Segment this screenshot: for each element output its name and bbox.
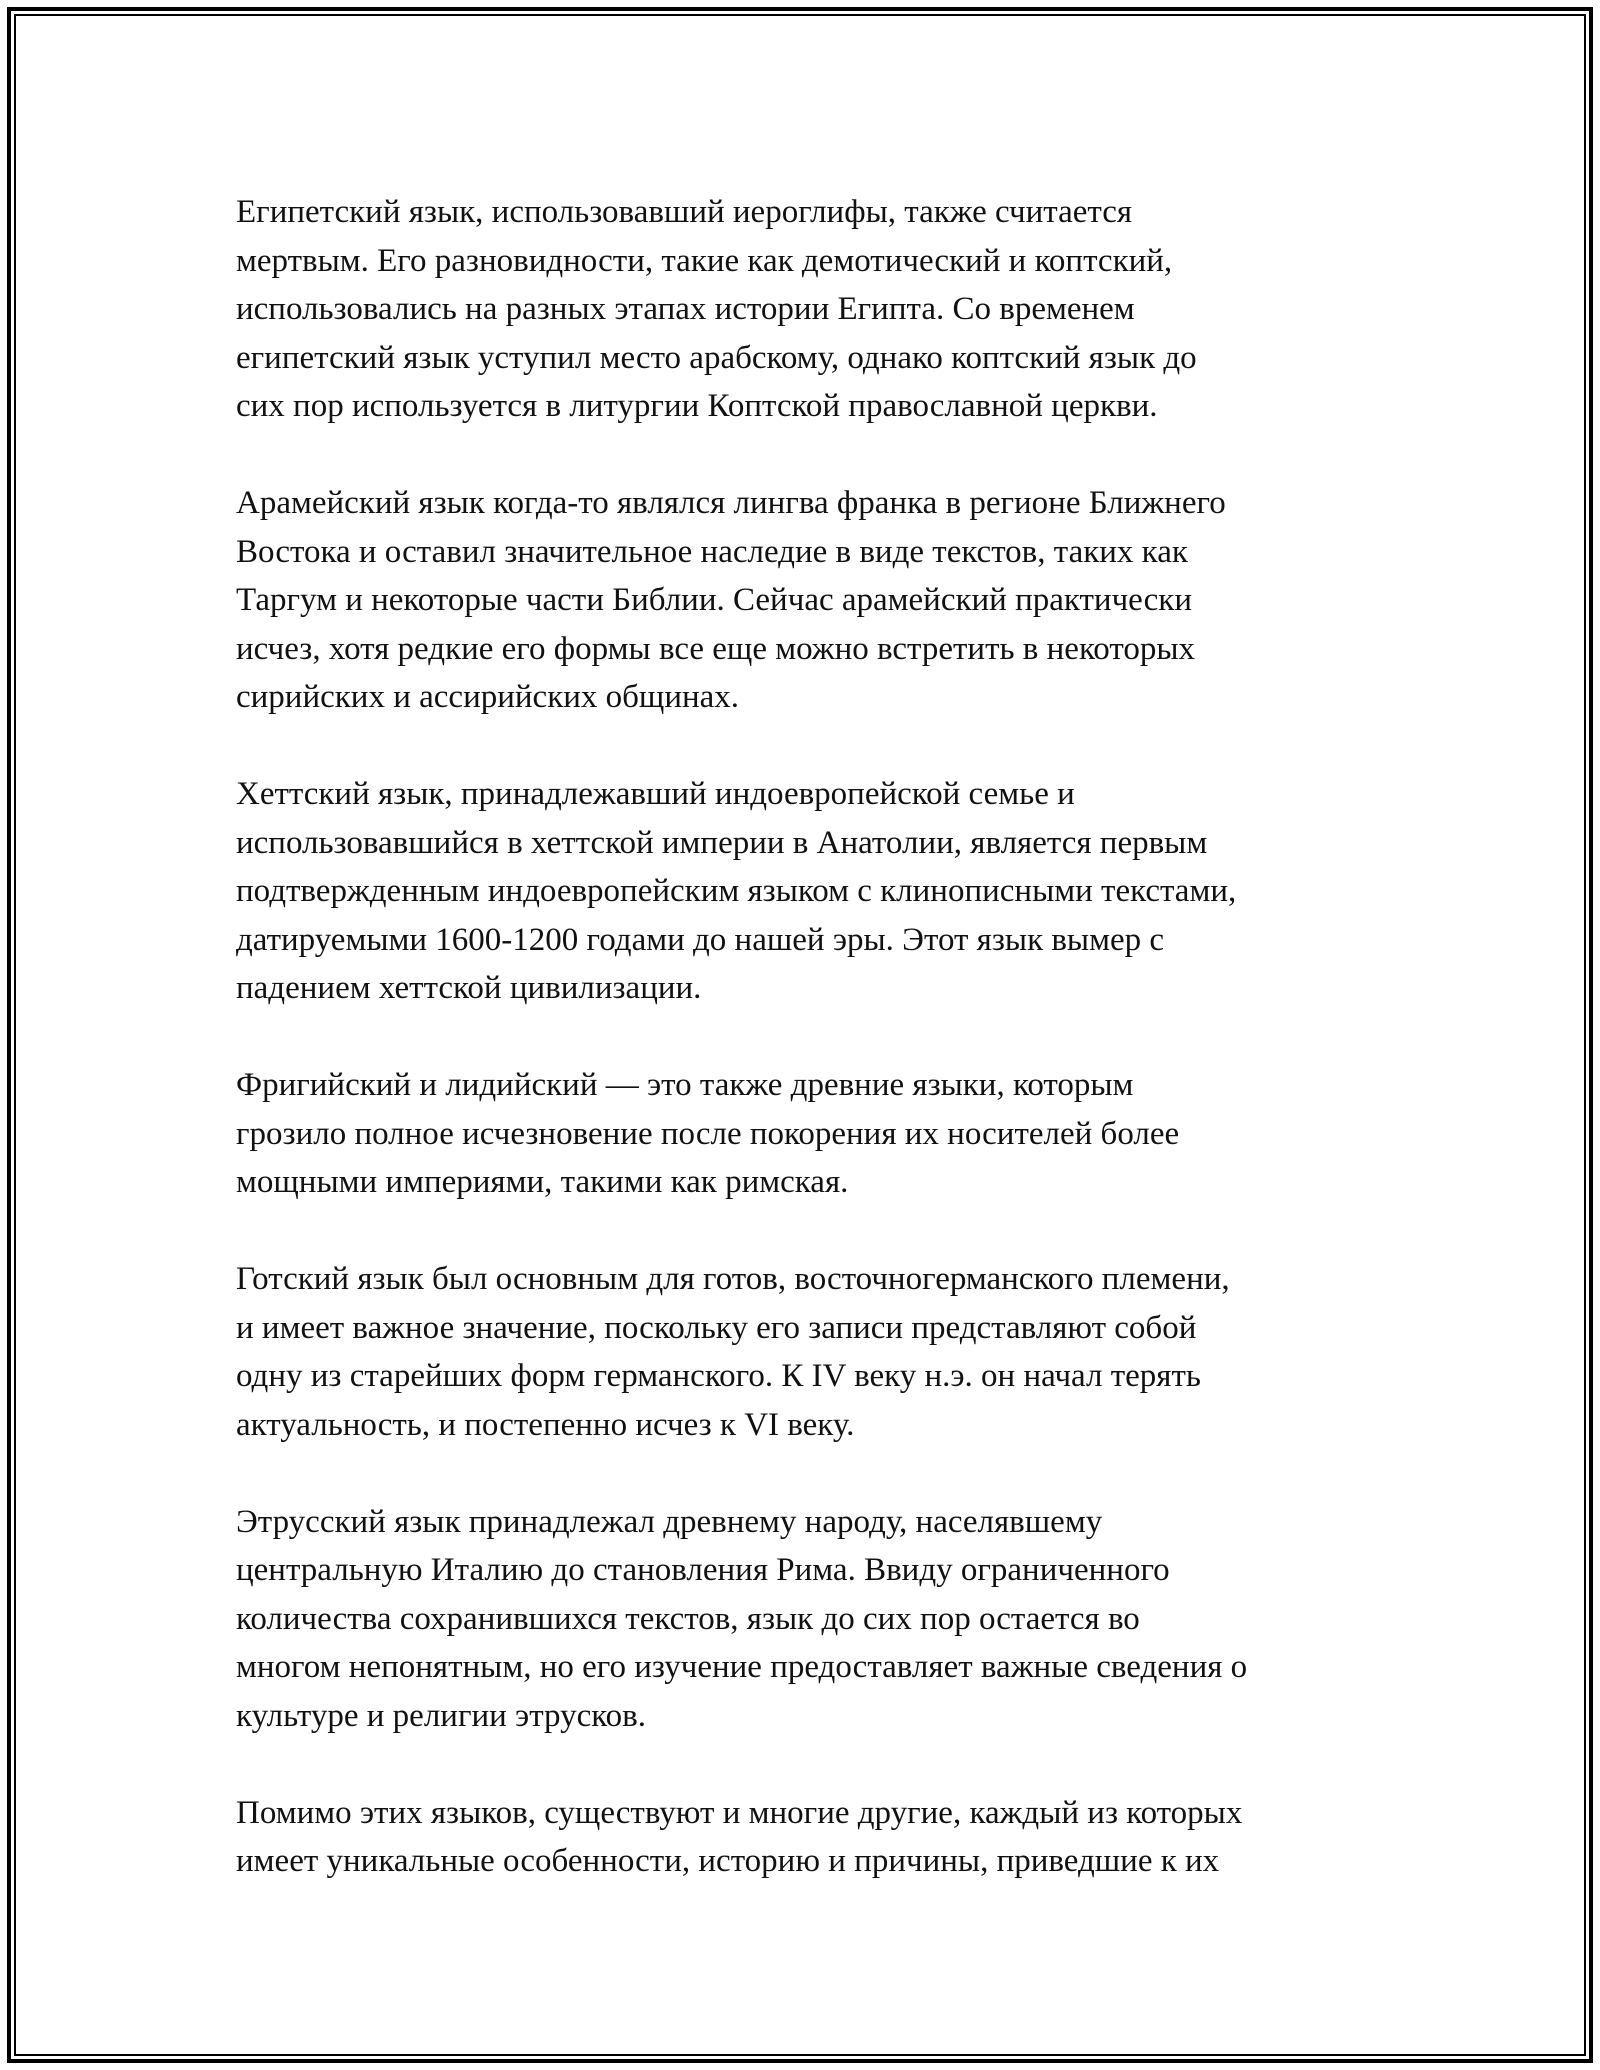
text-line: мертвым. Его разновидности, такие как демотический и коптский, [236,242,1173,279]
paragraph-aramaic [236,479,1386,722]
text-line: подтвержденным индоевропейским языком с клинописными текстами, [236,873,1237,909]
text-line: и имеет важное значение, поскольку его записи представляют собой [236,1309,1197,1346]
text-line: Египетский язык, использовавший иероглифы, также считается [236,194,1133,230]
text-line: использовавшийся в хеттской империи в Анатолии, является первым [236,824,1208,861]
paragraph-etruscan [236,1498,1386,1741]
text-line: сирийских и ассирийских общинах. [236,679,740,715]
text-line: Этрусский язык принадлежал древнему народу, населявшему [236,1503,1103,1540]
text-line: одну из старейших форм германского. К IV веку н.э. он начал терять [236,1358,1201,1394]
text-line: египетский язык уступил место арабскому, однако коптский язык до [236,339,1197,376]
text-line: культуре и религии этрусков. [236,1697,646,1734]
text-line: Арамейский язык когда-то являлся лингва франка в регионе Ближнего [236,485,1226,521]
text-line: имеет уникальные особенности, историю и причины, приведшие к их [236,1843,1220,1879]
paragraph-hittite [236,770,1386,1013]
text-line: центральную Италию до становления Рима. Ввиду ограниченного [236,1552,1170,1588]
paragraph-gothic [236,1255,1386,1449]
document-body [236,188,1386,1934]
text-line: грозило полное исчезновение после покорения их носителей более [236,1115,1180,1152]
text-line: сих пор используется в литургии Коптской православной церкви. [236,388,1158,424]
paragraph-others [236,1789,1386,1886]
paragraph-phrygian-lydian [236,1061,1386,1207]
text-line: мощными империями, такими как римская. [236,1164,849,1200]
text-line: Хеттский язык, принадлежавший индоевропейской семье и [236,776,1075,812]
text-line: многом непонятным, но его изучение предоставляет важные сведения о [236,1649,1248,1685]
text-line: исчез, хотя редкие его формы все еще можно встретить в некоторых [236,630,1196,667]
text-line: Востока и оставил значительное наследие в виде текстов, таких как [236,533,1188,570]
text-line: Помимо этих языков, существуют и многие другие, каждый из которых [236,1794,1243,1831]
text-line: Готский язык был основным для готов, восточногерманского племени, [236,1261,1230,1297]
text-line: количества сохранившихся текстов, язык до сих пор остается во [236,1600,1140,1637]
text-line: Таргум и некоторые части Библии. Сейчас арамейский практически [236,582,1192,618]
text-line: падением хеттской цивилизации. [236,970,702,1006]
text-line: использовались на разных этапах истории Египта. Со временем [236,291,1135,327]
text-line: актуальность, и постепенно исчез к VI веку. [236,1406,855,1443]
text-line: Фригийский и лидийский — это также древние языки, которым [236,1067,1134,1103]
paragraph-egyptian [236,188,1386,431]
text-line: датируемыми 1600-1200 годами до нашей эры. Этот язык вымер с [236,921,1165,958]
